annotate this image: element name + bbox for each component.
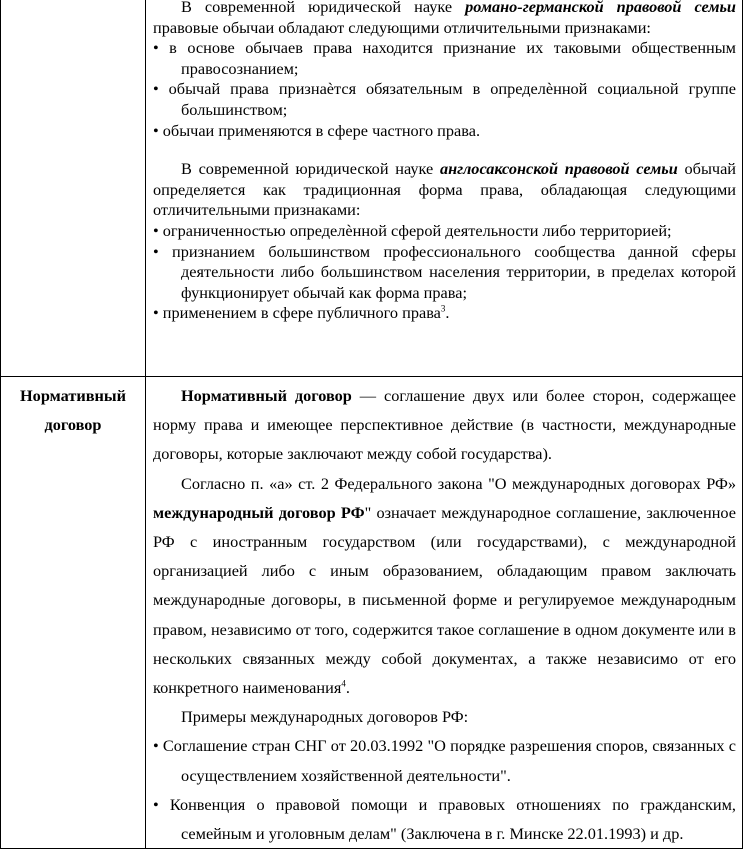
list-item: • Соглашение стран СНГ от 20.03.1992 "О порядке разрешения споров, связанных с осуществлением хозяйственной деятельности".: [153, 736, 736, 785]
list-item: • в основе обычаев права находится признание их таковыми общественным правосознанием;: [153, 38, 736, 78]
text: Согласно п. «а» ст. 2 Федерального закона "О международных договорах РФ»: [181, 473, 736, 493]
text: обычай определяется как традиционная форма права, обладающая следующими отличительными признаками:: [153, 159, 737, 220]
paragraph-anglo-saxon: [153, 159, 736, 221]
list-item: • обычай права признаѐтся обязательным в определѐнной социальной группе большинством;: [153, 79, 736, 119]
list-item: • Конвенция о правовой помощи и правовых отношениях по гражданским, семейным и уголовным делам" (Заключена в г. Минске 22.01.1993) и др.: [153, 794, 736, 844]
paragraph-definition: [153, 381, 736, 469]
term-cell-empty: [1, 0, 146, 377]
list-item: [153, 303, 736, 324]
text: В современной юридической науке: [181, 159, 440, 179]
text: .: [345, 678, 350, 698]
definition-cell: [146, 0, 743, 377]
table-row: [1, 0, 743, 377]
term-bold: Нормативный договор: [181, 386, 352, 405]
term-bold: международный договор РФ: [153, 502, 365, 522]
list-item: • обычаи применяются в сфере частного права.: [153, 120, 481, 140]
paragraph-romano-germanic: [153, 0, 736, 38]
text: " означает международное соглашение, заключенное РФ с иностранным государством (или государствами), с международной организацией либо с иным образованием, обладающим правом заключать международные договоры, в письменной форме и регулируемое международным правом, независимо от того, содержится такое соглашение в одном документе или в нескольких связанных между собой документах, а также независимо от его конкретного наименования: [153, 502, 736, 698]
paragraph-law-reference: [153, 469, 736, 703]
text: — соглашение двух или более сторон, содержащее норму права и имеющее перспективное действие (в частности, международные договоры, которые заключают между собой государства).: [153, 386, 736, 464]
list-item: • признанием большинством профессионального сообщества данной сферы деятельности либо большинством населения территории, в пределах которой функционирует обычай как форма права;: [153, 241, 736, 302]
term-cell: Нормативный договор: [1, 377, 146, 849]
text: правовые обычаи обладают следующими отличительными признаками:: [153, 17, 651, 37]
list-item: • ограниченностью определѐнной сферой деятельности либо территорией;: [153, 220, 672, 240]
text: В современной юридической науке: [181, 0, 466, 16]
text: .: [445, 303, 450, 323]
footnote-ref[interactable]: 3: [440, 303, 446, 314]
emphasis: англосаксонской правовой семьи: [439, 159, 678, 179]
footnote-ref[interactable]: 4: [341, 678, 346, 689]
table-row: [1, 377, 743, 849]
emphasis: романо-германской правовой семьи: [465, 0, 736, 16]
text: • применением в сфере публичного права: [153, 303, 441, 323]
definition-cell: [146, 377, 743, 849]
paragraph-examples-heading: Примеры международных договоров РФ:: [181, 707, 469, 727]
